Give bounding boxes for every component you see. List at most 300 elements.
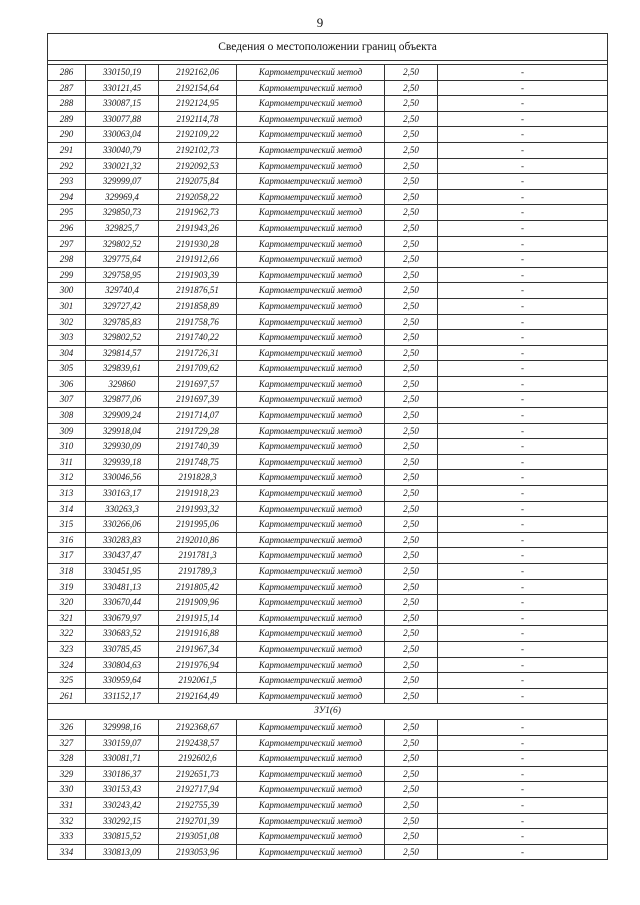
x-coordinate-cell: 329850,73 [86,205,159,221]
point-number-cell: 287 [48,80,86,96]
table-row [48,314,608,330]
point-number-cell: 332 [48,813,86,829]
table-row [48,220,608,236]
point-number-cell: 330 [48,782,86,798]
x-coordinate-cell: 329802,52 [86,330,159,346]
precision-cell: 2,50 [385,610,438,626]
x-coordinate-cell: 330243,42 [86,797,159,813]
precision-cell: 2,50 [385,158,438,174]
description-cell: - [438,267,608,283]
table-row [48,454,608,470]
y-coordinate-cell: 2191697,39 [159,392,237,408]
method-cell: Картометрический метод [237,735,385,751]
precision-cell: 2,50 [385,470,438,486]
point-number-cell: 308 [48,408,86,424]
method-cell: Картометрический метод [237,205,385,221]
method-cell: Картометрический метод [237,719,385,735]
description-cell: - [438,610,608,626]
precision-cell: 2,50 [385,579,438,595]
table-row [48,376,608,392]
table-row [48,595,608,611]
method-cell: Картометрический метод [237,486,385,502]
table-row [48,470,608,486]
method-cell: Картометрический метод [237,283,385,299]
x-coordinate-cell: 330263,3 [86,501,159,517]
x-coordinate-cell: 330292,15 [86,813,159,829]
x-coordinate-cell: 330159,07 [86,735,159,751]
point-number-cell: 294 [48,189,86,205]
precision-cell: 2,50 [385,65,438,81]
y-coordinate-cell: 2191697,57 [159,376,237,392]
description-cell: - [438,782,608,798]
y-coordinate-cell: 2191909,96 [159,595,237,611]
description-cell: - [438,142,608,158]
point-number-cell: 324 [48,657,86,673]
point-number-cell: 286 [48,65,86,81]
method-cell: Картометрический метод [237,766,385,782]
description-cell: - [438,657,608,673]
point-number-cell: 291 [48,142,86,158]
method-cell: Картометрический метод [237,80,385,96]
precision-cell: 2,50 [385,174,438,190]
y-coordinate-cell: 2191740,22 [159,330,237,346]
description-cell: - [438,751,608,767]
table-row [48,579,608,595]
x-coordinate-cell: 330150,19 [86,65,159,81]
precision-cell: 2,50 [385,345,438,361]
x-coordinate-cell: 329814,57 [86,345,159,361]
precision-cell: 2,50 [385,439,438,455]
y-coordinate-cell: 2191758,76 [159,314,237,330]
table-row [48,283,608,299]
x-coordinate-cell: 329939,18 [86,454,159,470]
table-row [48,205,608,221]
y-coordinate-cell: 2192164,49 [159,688,237,704]
table-row [48,548,608,564]
y-coordinate-cell: 2191967,34 [159,641,237,657]
method-cell: Картометрический метод [237,657,385,673]
method-cell: Картометрический метод [237,688,385,704]
y-coordinate-cell: 2192075,84 [159,174,237,190]
method-cell: Картометрический метод [237,470,385,486]
table-row [48,626,608,642]
y-coordinate-cell: 2191740,39 [159,439,237,455]
description-cell: - [438,486,608,502]
y-coordinate-cell: 2191993,32 [159,501,237,517]
y-coordinate-cell: 2192162,06 [159,65,237,81]
x-coordinate-cell: 330283,83 [86,532,159,548]
method-cell: Картометрический метод [237,345,385,361]
y-coordinate-cell: 2192438,57 [159,735,237,751]
table-row [48,735,608,751]
x-coordinate-cell: 329930,09 [86,439,159,455]
x-coordinate-cell: 329758,95 [86,267,159,283]
method-cell: Картометрический метод [237,782,385,798]
description-cell: - [438,595,608,611]
table-row [48,65,608,81]
point-number-cell: 292 [48,158,86,174]
y-coordinate-cell: 2191828,3 [159,470,237,486]
y-coordinate-cell: 2192092,53 [159,158,237,174]
point-number-cell: 334 [48,844,86,860]
precision-cell: 2,50 [385,111,438,127]
y-coordinate-cell: 2191995,06 [159,517,237,533]
precision-cell: 2,50 [385,314,438,330]
table-row [48,797,608,813]
description-cell: - [438,392,608,408]
precision-cell: 2,50 [385,96,438,112]
precision-cell: 2,50 [385,735,438,751]
description-cell: - [438,532,608,548]
precision-cell: 2,50 [385,626,438,642]
description-cell: - [438,80,608,96]
description-cell: - [438,439,608,455]
x-coordinate-cell: 329839,61 [86,361,159,377]
description-cell: - [438,111,608,127]
method-cell: Картометрический метод [237,252,385,268]
x-coordinate-cell: 329825,7 [86,220,159,236]
boundary-coordinates-table [47,33,608,860]
y-coordinate-cell: 2192058,22 [159,189,237,205]
description-cell: - [438,65,608,81]
point-number-cell: 333 [48,829,86,845]
precision-cell: 2,50 [385,719,438,735]
table-row [48,486,608,502]
description-cell: - [438,314,608,330]
x-coordinate-cell: 330804,63 [86,657,159,673]
description-cell: - [438,376,608,392]
table-row [48,392,608,408]
table-row [48,532,608,548]
table-row [48,657,608,673]
point-number-cell: 303 [48,330,86,346]
precision-cell: 2,50 [385,298,438,314]
point-number-cell: 323 [48,641,86,657]
method-cell: Картометрический метод [237,392,385,408]
description-cell: - [438,844,608,860]
description-cell: - [438,454,608,470]
y-coordinate-cell: 2191943,26 [159,220,237,236]
description-cell: - [438,283,608,299]
method-cell: Картометрический метод [237,158,385,174]
method-cell: Картометрический метод [237,298,385,314]
table-row [48,158,608,174]
precision-cell: 2,50 [385,220,438,236]
y-coordinate-cell: 2191918,23 [159,486,237,502]
y-coordinate-cell: 2191714,07 [159,408,237,424]
point-number-cell: 318 [48,564,86,580]
method-cell: Картометрический метод [237,595,385,611]
point-number-cell: 290 [48,127,86,143]
x-coordinate-cell: 330121,45 [86,80,159,96]
x-coordinate-cell: 330153,43 [86,782,159,798]
precision-cell: 2,50 [385,766,438,782]
point-number-cell: 325 [48,673,86,689]
point-number-cell: 326 [48,719,86,735]
precision-cell: 2,50 [385,189,438,205]
table-row [48,330,608,346]
y-coordinate-cell: 2192109,22 [159,127,237,143]
method-cell: Картометрический метод [237,579,385,595]
precision-cell: 2,50 [385,532,438,548]
precision-cell: 2,50 [385,127,438,143]
table-row [48,252,608,268]
precision-cell: 2,50 [385,330,438,346]
x-coordinate-cell: 330163,17 [86,486,159,502]
point-number-cell: 310 [48,439,86,455]
y-coordinate-cell: 2193051,08 [159,829,237,845]
precision-cell: 2,50 [385,751,438,767]
y-coordinate-cell: 2191876,51 [159,283,237,299]
point-number-cell: 329 [48,766,86,782]
precision-cell: 2,50 [385,641,438,657]
description-cell: - [438,158,608,174]
point-number-cell: 327 [48,735,86,751]
y-coordinate-cell: 2192717,94 [159,782,237,798]
point-number-cell: 317 [48,548,86,564]
table-row [48,688,608,704]
point-number-cell: 311 [48,454,86,470]
method-cell: Картометрический метод [237,376,385,392]
x-coordinate-cell: 329998,16 [86,719,159,735]
x-coordinate-cell: 330081,71 [86,751,159,767]
point-number-cell: 301 [48,298,86,314]
precision-cell: 2,50 [385,595,438,611]
table-row [48,564,608,580]
precision-cell: 2,50 [385,844,438,860]
description-cell: - [438,813,608,829]
table-row [48,111,608,127]
table-row [48,719,608,735]
method-cell: Картометрический метод [237,548,385,564]
table-title-row [48,34,608,61]
description-cell: - [438,127,608,143]
method-cell: Картометрический метод [237,532,385,548]
precision-cell: 2,50 [385,454,438,470]
method-cell: Картометрический метод [237,829,385,845]
point-number-cell: 315 [48,517,86,533]
description-cell: - [438,205,608,221]
y-coordinate-cell: 2192755,39 [159,797,237,813]
description-cell: - [438,220,608,236]
x-coordinate-cell: 330063,04 [86,127,159,143]
description-cell: - [438,517,608,533]
method-cell: Картометрический метод [237,641,385,657]
table-row [48,673,608,689]
x-coordinate-cell: 329860 [86,376,159,392]
precision-cell: 2,50 [385,673,438,689]
x-coordinate-cell: 330481,13 [86,579,159,595]
point-number-cell: 328 [48,751,86,767]
method-cell: Картометрический метод [237,844,385,860]
description-cell: - [438,361,608,377]
precision-cell: 2,50 [385,782,438,798]
x-coordinate-cell: 330785,45 [86,641,159,657]
point-number-cell: 319 [48,579,86,595]
y-coordinate-cell: 2192701,39 [159,813,237,829]
point-number-cell: 261 [48,688,86,704]
precision-cell: 2,50 [385,501,438,517]
description-cell: - [438,174,608,190]
point-number-cell: 322 [48,626,86,642]
x-coordinate-cell: 329918,04 [86,423,159,439]
precision-cell: 2,50 [385,423,438,439]
precision-cell: 2,50 [385,205,438,221]
point-number-cell: 295 [48,205,86,221]
description-cell: - [438,330,608,346]
table-row [48,751,608,767]
page-number: 9 [316,15,324,30]
y-coordinate-cell: 2191976,94 [159,657,237,673]
y-coordinate-cell: 2191916,88 [159,626,237,642]
x-coordinate-cell: 330087,15 [86,96,159,112]
x-coordinate-cell: 329999,07 [86,174,159,190]
method-cell: Картометрический метод [237,501,385,517]
x-coordinate-cell: 330040,79 [86,142,159,158]
y-coordinate-cell: 2192154,64 [159,80,237,96]
y-coordinate-cell: 2191930,28 [159,236,237,252]
table-row [48,80,608,96]
y-coordinate-cell: 2191915,14 [159,610,237,626]
description-cell: - [438,470,608,486]
x-coordinate-cell: 329802,52 [86,236,159,252]
table-row [48,96,608,112]
precision-cell: 2,50 [385,564,438,580]
x-coordinate-cell: 330046,56 [86,470,159,486]
y-coordinate-cell: 2191781,3 [159,548,237,564]
point-number-cell: 296 [48,220,86,236]
point-number-cell: 320 [48,595,86,611]
precision-cell: 2,50 [385,376,438,392]
y-coordinate-cell: 2192124,95 [159,96,237,112]
y-coordinate-cell: 2192368,67 [159,719,237,735]
point-number-cell: 299 [48,267,86,283]
point-number-cell: 297 [48,236,86,252]
point-number-cell: 312 [48,470,86,486]
x-coordinate-cell: 330021,32 [86,158,159,174]
method-cell: Картометрический метод [237,423,385,439]
table-row [48,423,608,439]
x-coordinate-cell: 330437,47 [86,548,159,564]
x-coordinate-cell: 330186,37 [86,766,159,782]
section-label: ЗУ1(6) [48,704,608,720]
method-cell: Картометрический метод [237,610,385,626]
method-cell: Картометрический метод [237,517,385,533]
method-cell: Картометрический метод [237,797,385,813]
precision-cell: 2,50 [385,283,438,299]
method-cell: Картометрический метод [237,111,385,127]
method-cell: Картометрический метод [237,454,385,470]
x-coordinate-cell: 329740,4 [86,283,159,299]
description-cell: - [438,298,608,314]
point-number-cell: 289 [48,111,86,127]
point-number-cell: 331 [48,797,86,813]
method-cell: Картометрический метод [237,220,385,236]
x-coordinate-cell: 329969,4 [86,189,159,205]
point-number-cell: 321 [48,610,86,626]
description-cell: - [438,719,608,735]
table-row [48,236,608,252]
precision-cell: 2,50 [385,361,438,377]
y-coordinate-cell: 2191729,28 [159,423,237,439]
x-coordinate-cell: 329909,24 [86,408,159,424]
description-cell: - [438,236,608,252]
table-row [48,142,608,158]
method-cell: Картометрический метод [237,626,385,642]
description-cell: - [438,766,608,782]
table-row [48,127,608,143]
description-cell: - [438,345,608,361]
x-coordinate-cell: 330266,06 [86,517,159,533]
point-number-cell: 314 [48,501,86,517]
method-cell: Картометрический метод [237,142,385,158]
point-number-cell: 298 [48,252,86,268]
table-row [48,766,608,782]
y-coordinate-cell: 2191903,39 [159,267,237,283]
x-coordinate-cell: 330679,97 [86,610,159,626]
description-cell: - [438,564,608,580]
table-row [48,298,608,314]
table-row [48,829,608,845]
y-coordinate-cell: 2191962,73 [159,205,237,221]
x-coordinate-cell: 330451,95 [86,564,159,580]
x-coordinate-cell: 329727,42 [86,298,159,314]
y-coordinate-cell: 2192010,86 [159,532,237,548]
description-cell: - [438,252,608,268]
description-cell: - [438,96,608,112]
point-number-cell: 309 [48,423,86,439]
y-coordinate-cell: 2192102,73 [159,142,237,158]
table-row [48,610,608,626]
precision-cell: 2,50 [385,797,438,813]
x-coordinate-cell: 329877,06 [86,392,159,408]
table-row [48,813,608,829]
description-cell: - [438,501,608,517]
table-row [48,174,608,190]
description-cell: - [438,673,608,689]
precision-cell: 2,50 [385,688,438,704]
table-row [48,189,608,205]
method-cell: Картометрический метод [237,813,385,829]
method-cell: Картометрический метод [237,361,385,377]
y-coordinate-cell: 2191805,42 [159,579,237,595]
description-cell: - [438,626,608,642]
table-row [48,782,608,798]
y-coordinate-cell: 2193053,96 [159,844,237,860]
method-cell: Картометрический метод [237,314,385,330]
point-number-cell: 293 [48,174,86,190]
y-coordinate-cell: 2192061,5 [159,673,237,689]
description-cell: - [438,829,608,845]
precision-cell: 2,50 [385,252,438,268]
description-cell: - [438,189,608,205]
method-cell: Картометрический метод [237,189,385,205]
table-row [48,844,608,860]
x-coordinate-cell: 330683,52 [86,626,159,642]
y-coordinate-cell: 2191912,66 [159,252,237,268]
x-coordinate-cell: 331152,17 [86,688,159,704]
point-number-cell: 316 [48,532,86,548]
precision-cell: 2,50 [385,392,438,408]
description-cell: - [438,641,608,657]
method-cell: Картометрический метод [237,564,385,580]
method-cell: Картометрический метод [237,439,385,455]
table-row [48,641,608,657]
table-row [48,517,608,533]
precision-cell: 2,50 [385,813,438,829]
y-coordinate-cell: 2192651,73 [159,766,237,782]
x-coordinate-cell: 330815,52 [86,829,159,845]
